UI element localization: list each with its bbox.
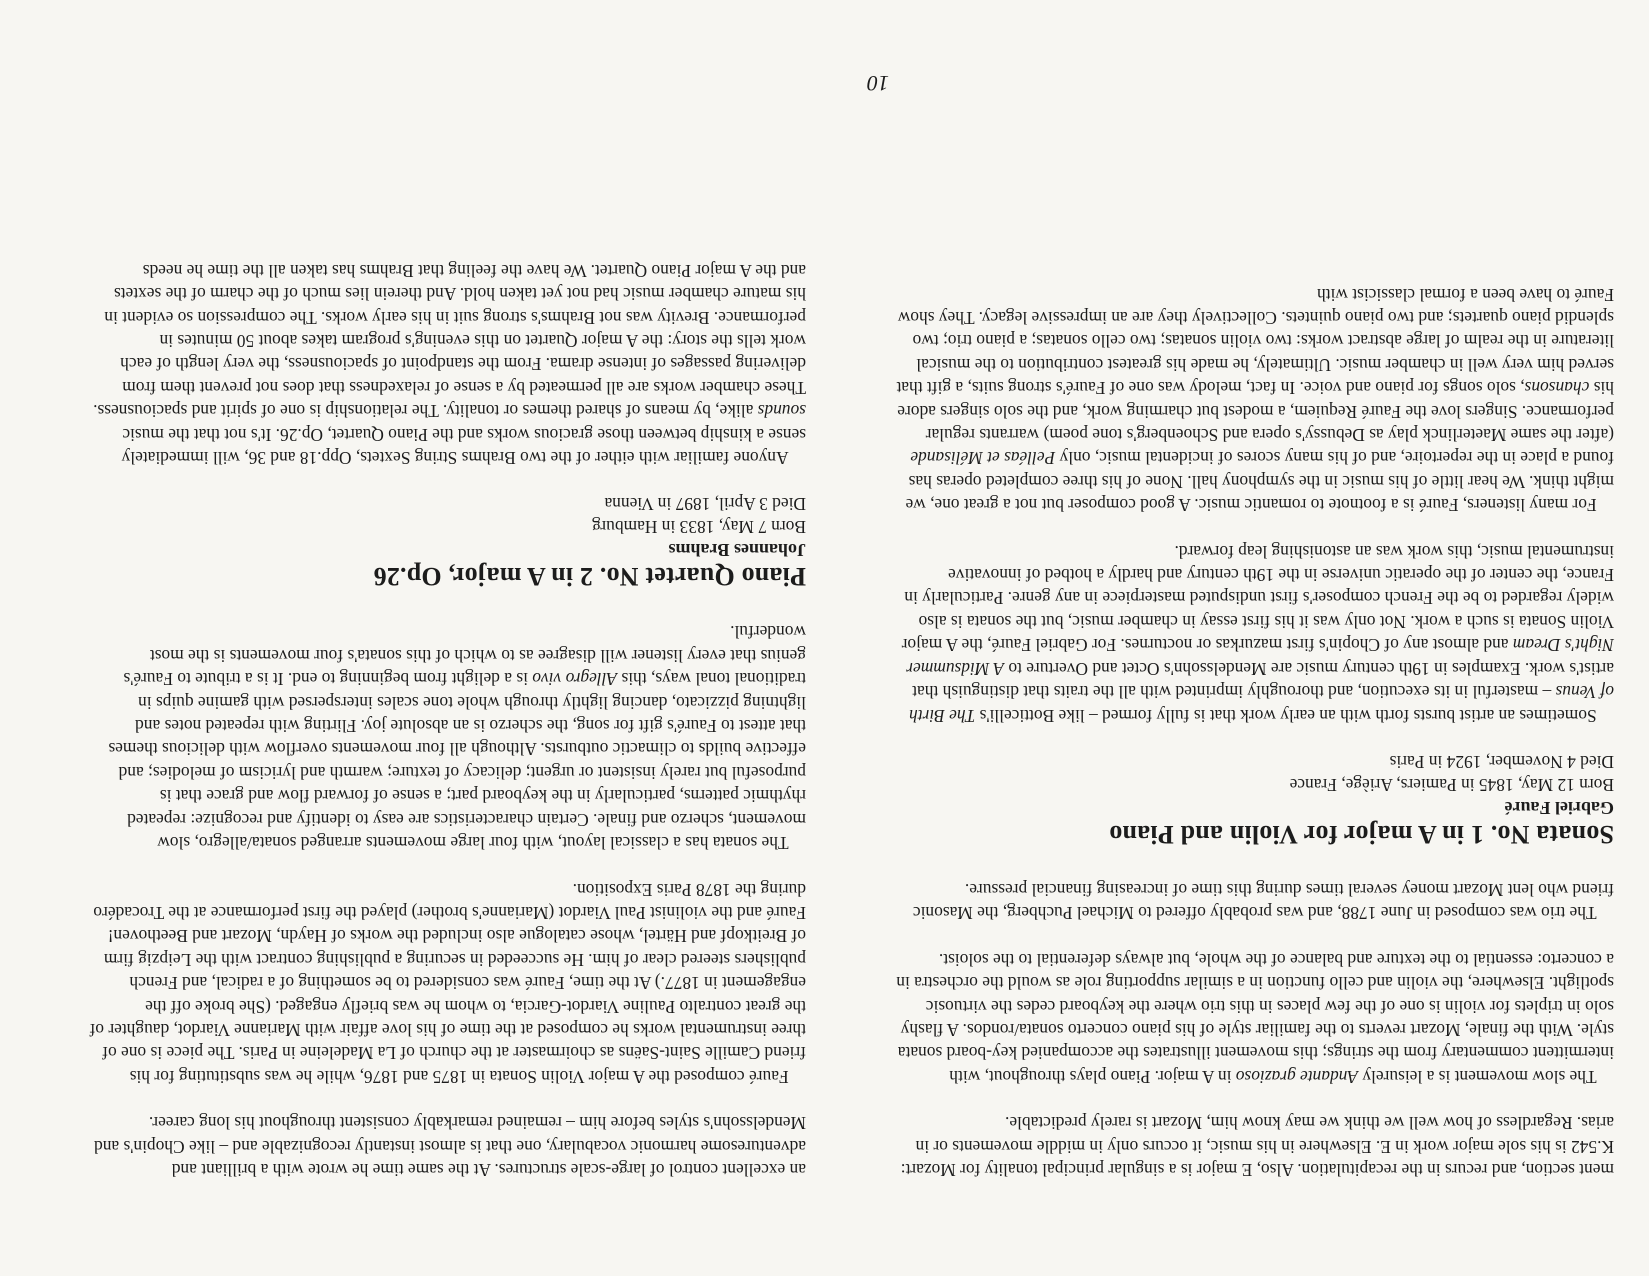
right-paragraph-3 [86, 620, 806, 854]
left-paragraph-4 [894, 539, 1614, 726]
text-span: Fauré composed the A major Violin Sonata in 1875 and 1876, while he was substituting for his friend Camille Saint-Saëns as choirmaster at the church of La Madeleine in Paris. The piece is one of three instrumental works he composed at the time of his love affair with Marianne Viardot, daughter of the great contralto Pauline Viardot-Garcia, to whom he was briefly engaged. (She broke off the engagement in 1877.) At the time, Fauré was considered to be something of a radical, and French publishers steered clear of him. He succeeded in securing a publishing contract with the Leipzig firm of Breitkopf and Härtel, whose catalogue also included the works of Haydn, Mozart and Beethoven! Fauré and the violinist Paul Viardot (Marianne's brother) played the first performance at the Trocadéro during the 1878 Paris Exposition. [89, 879, 806, 1087]
right-paragraph-1: an excellent control of large-scale structures. At the same time he wrote with a brilliant and adventuresome harmonic vocabulary, one that is almost instantly recognizable and – like Chopin's and Mendelssohn's styles before him – remained remarkably consistent throughout his long career. [94, 1113, 806, 1180]
right-paragraph-4 [86, 258, 806, 469]
composer-name-faure: Gabriel Fauré [1504, 797, 1614, 818]
left-paragraph-1: ment section, and recurs in the recapitulation. Also, E major is a singular principal tonality for Mozart: K.542 is his sole major work in E. Elsewhere in his music, it occurs only in middle movements or in arias. Regardless of how well we think we may know him, Mozart is rarely predictable. [900, 1113, 1614, 1180]
italic-span: A Midsummer Night's Dream [906, 635, 1614, 679]
left-column [894, 282, 1614, 1181]
italic-span: Andante grazioso [1235, 1066, 1359, 1087]
left-paragraph-2 [894, 947, 1614, 1087]
italic-span: Pelléas et Mélisande [910, 448, 1056, 469]
italic-span: Allegro vivo [532, 669, 618, 690]
work-title-faure: Sonata No. 1 in A major for Violin and Piano [1109, 819, 1614, 849]
text-span: and almost any of Chopin's first mazurkas or nocturnes. For Gabriel Fauré, the A major Violin Sonata is such a work. Not only was it his first essay in chamber music, but the sonata is also widely regarded to be the French composer's first undisputed masterpiece in any genre. Particularly in France, the center of the operatic universe in the 19th century and hardly a hotbed of innovative instrumental music, this work was an astonishing leap forward. [901, 541, 1614, 656]
composer-name-brahms: Johannes Brahms [668, 540, 806, 561]
text-span: Sometimes an artist bursts forth with an early work that is fully formed – like Botticelli's [975, 705, 1597, 726]
text-span: is a delight from beginning to end. It is a tribute to Fauré's genius that every listener will disagree as to which of this sonata's four movements is the most wonderful. [123, 622, 806, 690]
left-paragraph-5 [894, 282, 1614, 516]
composer-born-faure: Born 12 May, 1845 in Pamiers, Ariège, France [1289, 774, 1614, 795]
text-span: in A major. Piano plays throughout, with intermittent commentary from the strings; this movement illustrates the accompanied key-board sonata style. With the finale, Mozart reverts to the familiar style of his piano concerto sonata/rondos. A flashy solo in triplets for violin is one of the few places in this trio where the keyboard cedes the virtuosic spotlight. Elsewhere, the violin and cello function in a similar supporting role as would the orchestra in a concerto: essential to the texture and balance of the whole, but always deferential to the soloist. [896, 949, 1614, 1087]
page-number: 10 [867, 71, 889, 96]
italic-span: chansons [1524, 378, 1590, 399]
text-span: The sonata has a classical layout, with four large movements arranged sonata/allegro, slow movement, scherzo and finale. Certain characteristics are easy to identify and recognize: repeated rhythmic patterns, particularly in the keyboard part; a sense of forward flow and grace that is purposeful but rarely insistent or urgent; delicacy of texture; warmth and lyricism of melodies; and effective builds to climactic outbursts. Although all four movements overflow with delicious themes that attest to Fauré's gift for song, the scherzo is an absolute joy. Flirting with repeated notes and lightning pizzicato, dancing lightly through whole tone scales interspersed with gamine quips in traditional tonal ways, this [108, 669, 806, 854]
right-paragraph-2 [86, 877, 806, 1088]
text-span: alike, by means of shared themes or tonality. The relationship is one of spirit and spaciousness. These chamber works are all permeated by a sense of relaxedness that does not prevent them from delivering passages of intense drama. From the standpoint of spaciousness, the very length of each work tells the story: the A major Quartet on this evening's program takes about 50 minutes in performance. Brevity was not Brahms's strong suit in his early works. The compression so evident in his mature chamber music had not yet taken hold. And therein lies much of the charm of the sextets and the A major Piano Quartet. We have the feeling that Brahms has taken all the time he needs [93, 260, 806, 422]
italic-span: The Birth of Venus [909, 682, 1614, 726]
composer-born-brahms: Born 7 May, 1833 in Hamburg [592, 517, 806, 538]
italic-span: sounds [757, 401, 806, 422]
composer-died-brahms: Died 3 April, 1897 in Vienna [604, 494, 806, 515]
text-span: The slow movement is a leisurely [1358, 1066, 1597, 1087]
left-paragraph-3 [894, 878, 1614, 925]
text-span: Anyone familiar with either of the two Brahms String Sextets, Opp.18 and 36, will immediately sense a kinship between those gracious works and the Piano Quartet, Op.26. It's not that the music [121, 424, 806, 469]
work-title-brahms: Piano Quartet No. 2 in A major, Op.26 [373, 562, 806, 592]
text-span: – masterful in its execution, and thoroughly imprinted with all the traits that distinguish that artist's work. Examples in 19th century music are Mendelssohn's Octet and Overture to [912, 658, 1614, 703]
composer-died-faure: Died 4 November, 1924 in Paris [1389, 751, 1614, 772]
text-span: , solo songs for piano and voice. In fact, melody was one of Fauré's strong suits, a gift that served him very well in chamber music. Ultimately, he made his greatest contribution to the musical literature in the realm of large abstract works: two violin sonatas; two cello sonatas; a piano trio; two splendid piano quartets; and two piano quintets. Collectively they are an impressive legacy. They show Fauré to have been a formal classicist with [896, 284, 1614, 399]
text-span: For many listeners, Fauré is a footnote to romantic music. A good composer but not a great one, we might think. We hear little of his music in the symphony hall. None of his three completed operas has found a place in the repertoire, and of his many scores of incidental music, only [905, 448, 1614, 516]
text-span: (after the same Maeterlinck play as Debussy's opera and Schoenberg's tone poem) warrants regular performance. Singers love the Fauré Requiem, a modest but charming work, and the solo singers adore his [897, 378, 1614, 446]
text-span: The trio was composed in June 1788, and was probably offered to Michael Puchberg, the Masonic friend who lent Mozart money several times during this time of increasing financial pressure. [912, 879, 1614, 924]
right-column [86, 258, 806, 1181]
